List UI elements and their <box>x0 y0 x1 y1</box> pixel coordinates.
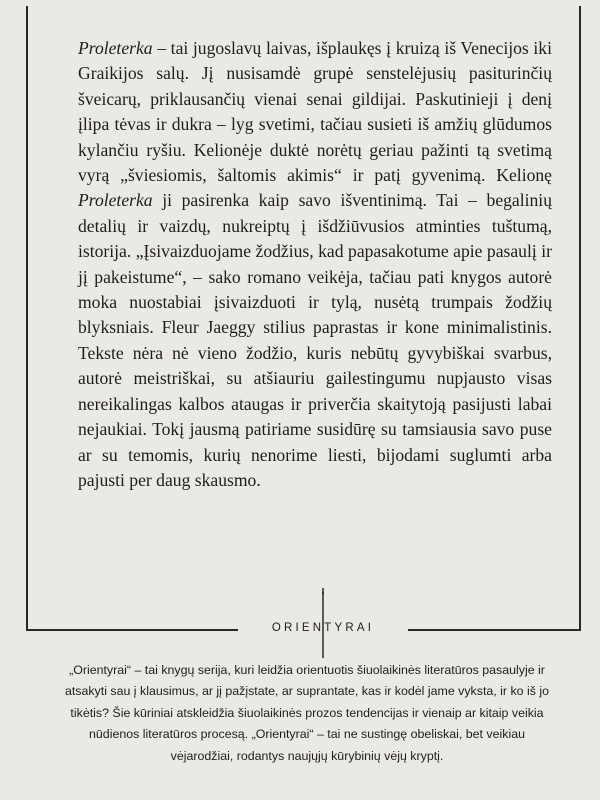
series-logo: ORIENTYRAI <box>271 622 375 634</box>
blurb-part-2: ji pasirenka kaip savo išventinimą. Tai – begalinių detalių ir vaizdų, nukreiptų į išdžiūvusios atminties tuštumą, istorija. „Įsivaizduojame žodžius, kad papasakotume apie pasaulį ir jį pakeistume“, – sako romano veikėja, tačiau pati knygos autorė moka nuostabiai įsivaizduoti ir tylą, nusėtą trumpais žodžių blyksniais. Fleur Jaeggy stilius paprastas ir kone minimalistinis. Tekste nėra nė vieno žodžio, kuris nebūtų gyvybiškai svarbus, autorė meistriškai, su atšiauriu gailestingumu nupjausto visas nereikalingas kalbos ataugas ir priverčia skaitytoją pasijusti labai nejaukiai. Tokį jausmą patiriame susidūrę su tamsiausia savo puse ar su temomis, kurių nenorime liesti, bijodami suglumti arba pajusti per daug skausmo. <box>78 190 552 490</box>
book-title-2: Proleterka <box>78 190 153 211</box>
book-title: Proleterka <box>78 38 153 58</box>
series-description: „Orientyrai“ – tai knygų serija, kuri leidžia orientuotis šiuolaikinės literatūros pasaulyje ir atsakyti sau į klausimus, ar jį pažįstate, ar suprantate, kas ir kodėl jame vyksta, ir ko iš jo tikėtis? Šie kūriniai atskleidžia šiuolaikinės prozos tendencijas ir vienaip ar kitaip veikia nūdienos literatūros procesą. „Orientyrai“ – tai ne sustingę obeliskai, bet veikiau vėjarodžiai, rodantys naujųjų kūrybinių vėjų kryptį. <box>64 663 550 763</box>
blurb-text <box>78 36 552 493</box>
blurb-part-1: – tai jugoslavų laivas, išplaukęs į kruizą iš Venecijos iki Graikijos salų. Jį nusisamdė grupė senstelėjusių pasiturinčių šveicarų, priklausančių vienai senai gildijai. Paskutinieji į denį įlipa tėvas ir dukra – lyg svetimi, tačiau susieti iš amžių glūdumos kylančiu ryšiu. Kelionėje duktė norėtų geriau pažinti tą svetimą vyrą „šviesiomis, šaltomis akimis“ ir patį gyvenimą. Kelionę <box>78 38 552 186</box>
